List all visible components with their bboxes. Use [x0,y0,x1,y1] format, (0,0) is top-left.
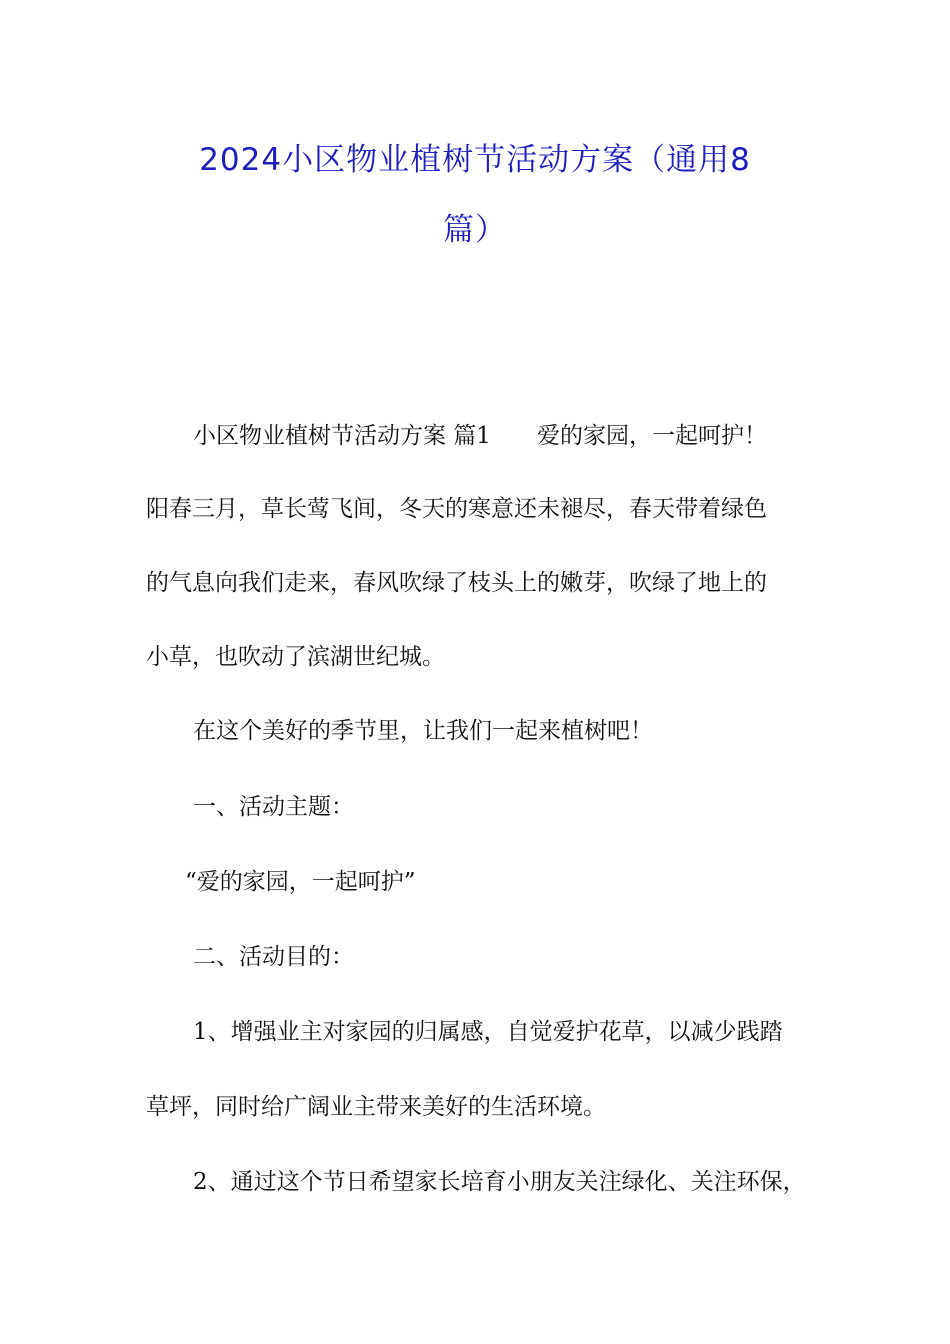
section-heading: 二、活动目的： [193,944,354,970]
document-title-line1: 2024小区物业植树节活动方案（通用8 [199,142,751,178]
section-heading-line [193,424,858,448]
paragraph-line: 小草，也吹动了滨湖世纪城。 [146,644,445,670]
paragraph-line: 阳春三月，草长莺飞间，冬天的寒意还未褪尽，春天带着绿色 [146,496,767,522]
theme-text: “爱的家园，一起呵护” [185,869,416,895]
list-item-line: 2、通过这个节日希望家长培育小朋友关注绿化、关注环保， [193,1169,806,1195]
paragraph-line: 在这个美好的季节里，让我们一起来植树吧！ [193,718,653,744]
paragraph-line: 的气息向我们走来，春风吹绿了枝头上的嫩芽，吹绿了地上的 [146,570,767,596]
document-title-line2: 篇） [443,212,507,248]
list-item-line: 草坪，同时给广阔业主带来美好的生活环境。 [146,1094,606,1120]
article-slogan: 爱的家园，一起呵护！ [536,423,767,449]
list-item-line: 1、增强业主对家园的归属感，自觉爱护花草，以减少践踏 [193,1019,783,1045]
section-heading: 一、活动主题： [193,794,354,820]
article-heading: 小区物业植树节活动方案 篇1 [193,423,491,449]
